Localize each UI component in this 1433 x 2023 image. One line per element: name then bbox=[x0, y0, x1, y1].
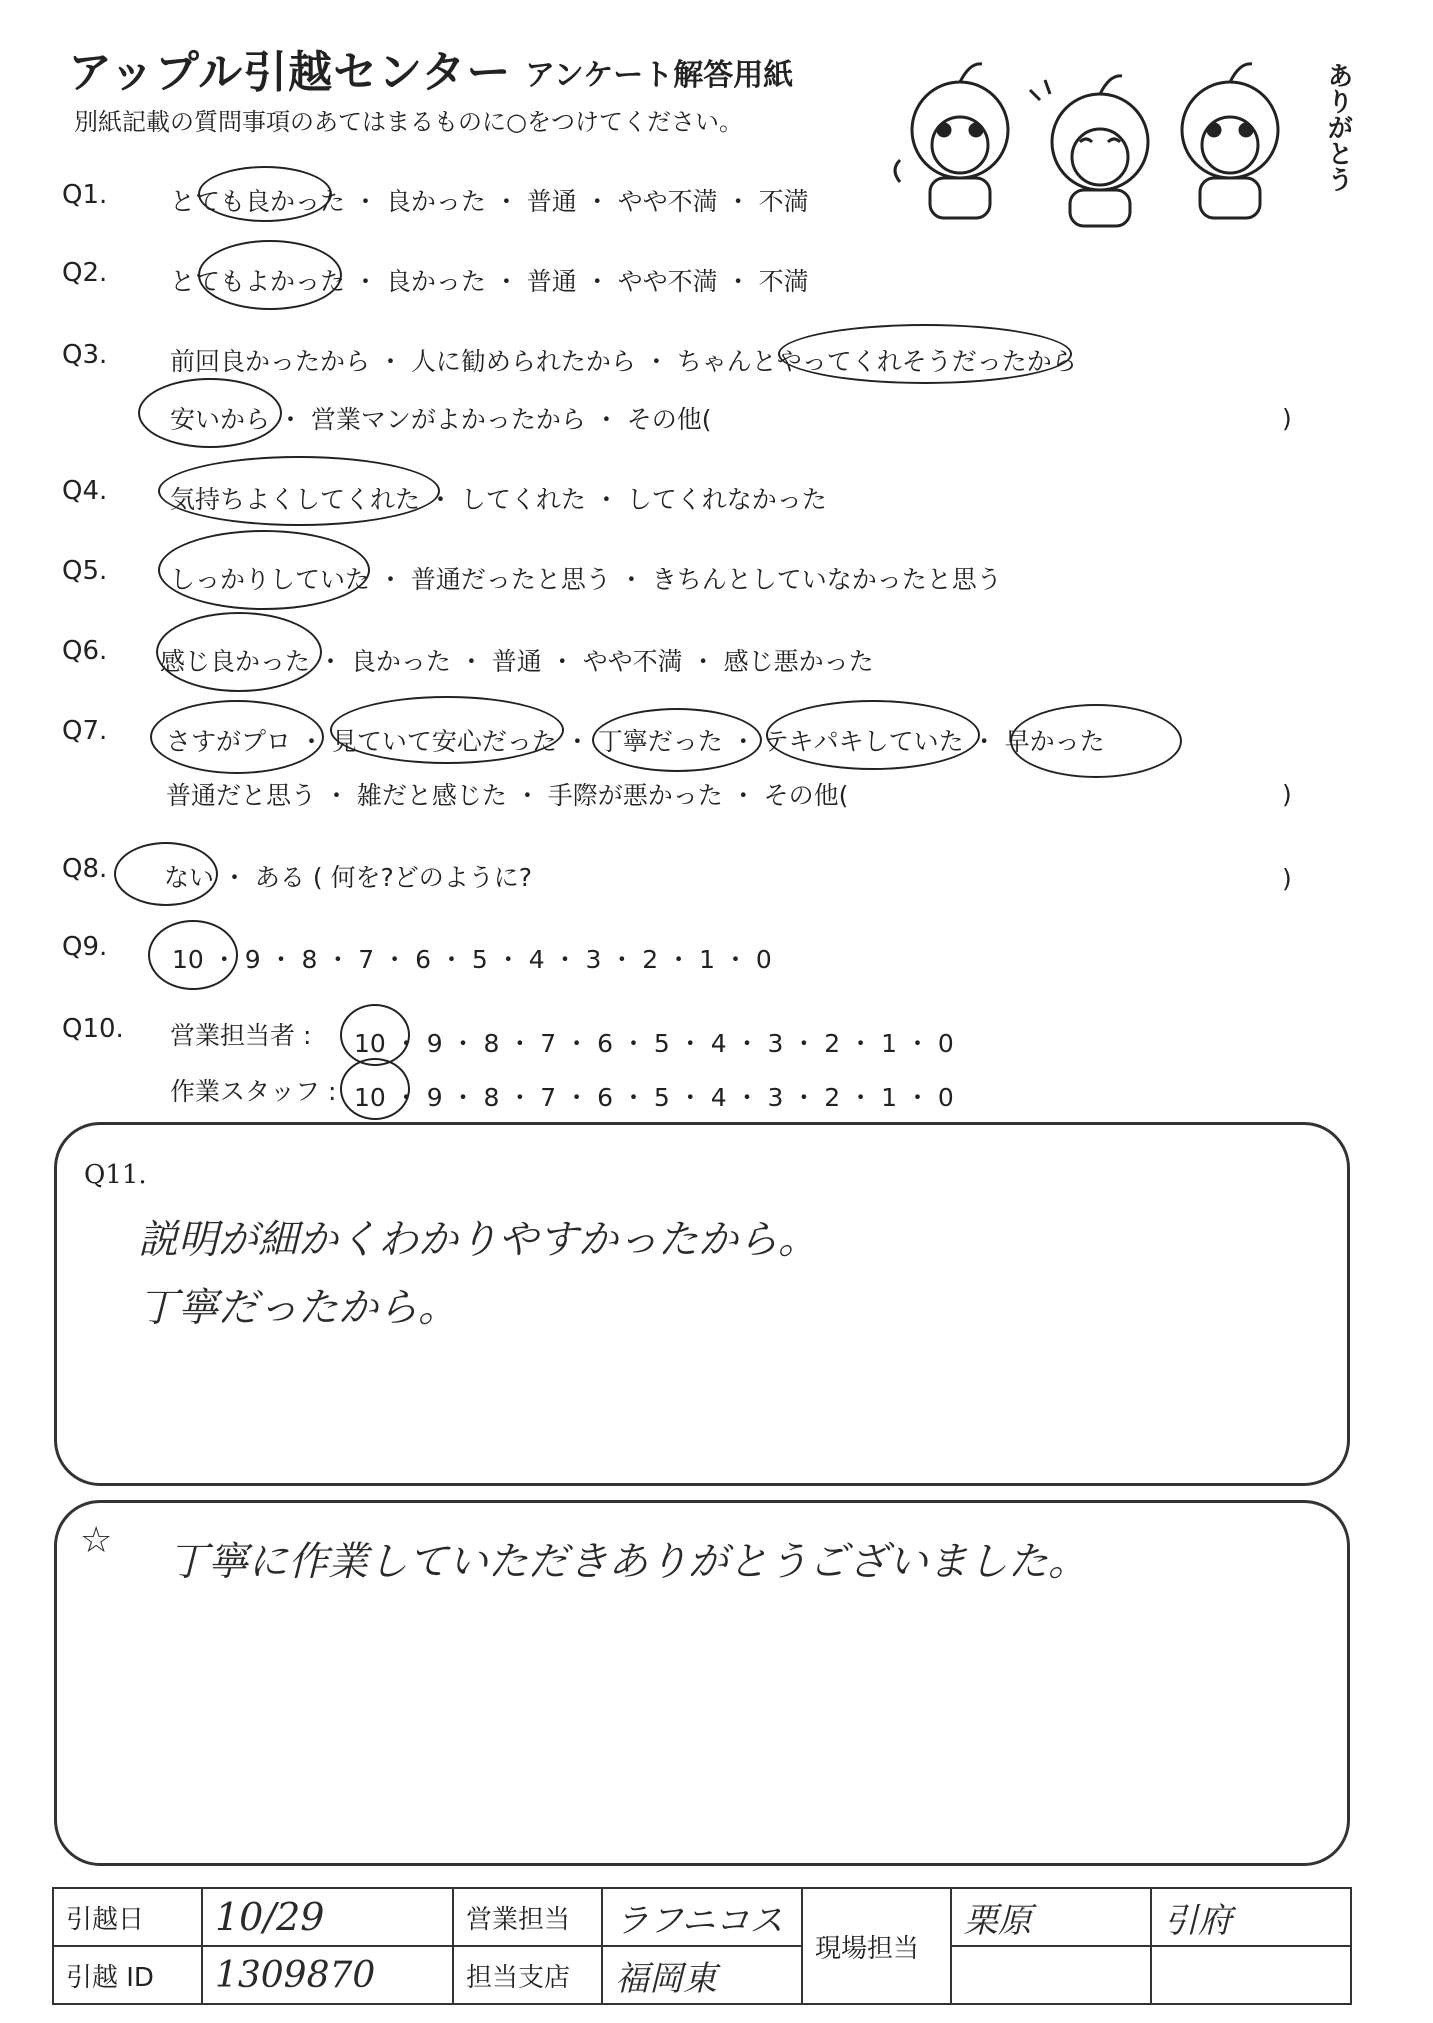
q3-answer-circle-1 bbox=[778, 324, 1072, 384]
q11-answer-line2: 丁寧だったから。 bbox=[138, 1285, 458, 1331]
q3-answer-circle-2 bbox=[138, 378, 282, 448]
q8-label: Q8. bbox=[62, 854, 108, 884]
q7-answer-circle-1 bbox=[150, 700, 324, 774]
q1-answer-circle bbox=[198, 166, 332, 222]
site-staff-2: 引府 bbox=[1151, 1888, 1351, 1946]
q9-label: Q9. bbox=[62, 932, 108, 962]
q7-answer-circle-2 bbox=[330, 696, 564, 764]
q10-sales-answer-circle bbox=[340, 1004, 410, 1066]
q10-label: Q10. bbox=[62, 1014, 124, 1044]
q2-label: Q2. bbox=[62, 258, 108, 288]
q5-label: Q5. bbox=[62, 556, 108, 586]
q9-answer-circle bbox=[148, 920, 238, 990]
q7-answer-circle-4 bbox=[766, 700, 980, 770]
q3-label: Q3. bbox=[62, 340, 108, 370]
q11-answer-line1: 説明が細かくわかりやすかったから。 bbox=[138, 1217, 818, 1263]
thanks-text: ありがとう bbox=[1323, 62, 1353, 192]
q8-answer-circle bbox=[114, 842, 218, 906]
form-subtitle: アンケート解答用紙 bbox=[525, 58, 794, 93]
q6-label: Q6. bbox=[62, 636, 108, 666]
q11-label: Q11. bbox=[84, 1160, 147, 1190]
move-id-value: 1309870 bbox=[202, 1946, 453, 2004]
q4-options: 気持ちよくしてくれた ・ してくれた ・ してくれなかった bbox=[170, 485, 827, 514]
site-staff-1: 栗原 bbox=[951, 1888, 1151, 1946]
move-date-value: 10/29 bbox=[202, 1888, 453, 1946]
q8-close-paren: ) bbox=[1282, 864, 1292, 893]
q3-options-line2: 安いから ・ 営業マンがよかったから ・ その他( bbox=[170, 405, 712, 434]
q2-options: とてもよかった ・ 良かった ・ 普通 ・ やや不満 ・ 不満 bbox=[170, 267, 809, 296]
star-icon: ☆ bbox=[80, 1520, 113, 1561]
q1-options: とても良かった ・ 良かった ・ 普通 ・ やや不満 ・ 不満 bbox=[170, 187, 809, 216]
move-id-label: 引越 ID bbox=[53, 1946, 202, 2004]
q7-answer-circle-5 bbox=[1010, 704, 1182, 778]
q7-options-line2: 普通だと思う ・ 雑だと感じた ・ 手際が悪かった ・ その他( bbox=[166, 781, 849, 810]
monkey-mascots-illustration bbox=[880, 50, 1310, 230]
q9-scale: 10 ・ 9 ・ 8 ・ 7 ・ 6 ・ 5 ・ 4 ・ 3 ・ 2 ・ 1 ・ 0 bbox=[172, 945, 772, 974]
move-date-label: 引越日 bbox=[53, 1888, 202, 1946]
q10-sales-label: 営業担当者 : bbox=[170, 1021, 312, 1050]
q7-close-paren: ) bbox=[1282, 780, 1292, 809]
q10-staff-label: 作業スタッフ : bbox=[170, 1077, 337, 1106]
comment-text: 丁寧に作業していただきありがとうございました。 bbox=[168, 1539, 1088, 1585]
branch-label: 担当支店 bbox=[453, 1946, 602, 2004]
q7-label: Q7. bbox=[62, 716, 108, 746]
branch-value: 福岡東 bbox=[602, 1946, 802, 2004]
company-title: アップル引越センター bbox=[68, 47, 512, 98]
q10-sales-scale: 10 ・ 9 ・ 8 ・ 7 ・ 6 ・ 5 ・ 4 ・ 3 ・ 2 ・ 1 ・ 0 bbox=[354, 1029, 954, 1058]
q4-label: Q4. bbox=[62, 476, 108, 506]
footer-info-table bbox=[52, 1887, 1352, 2005]
q5-answer-circle bbox=[158, 530, 370, 610]
q3-options-line1: 前回良かったから ・ 人に勧められたから ・ ちゃんとやってくれそうだったから bbox=[170, 347, 1077, 376]
sales-rep-value: ラフニコス bbox=[602, 1888, 802, 1946]
site-staff-empty-2 bbox=[1151, 1946, 1351, 2004]
q6-answer-circle bbox=[156, 612, 322, 692]
q7-options-line1: さすがプロ ・ 見ていて安心だった ・ 丁寧だった ・ テキパキしていた ・ 早かった bbox=[166, 727, 1105, 756]
site-staff-label: 現場担当 bbox=[802, 1888, 951, 2004]
instructions-text: 別紙記載の質問事項のあてはまるものに○をつけてください。 bbox=[74, 108, 743, 136]
sales-rep-label: 営業担当 bbox=[453, 1888, 602, 1946]
q5-options: しっかりしていた ・ 普通だったと思う ・ きちんとしていなかったと思う bbox=[170, 565, 1002, 594]
q8-options: ない ・ ある ( 何を?どのように? bbox=[164, 863, 533, 892]
q1-label: Q1. bbox=[62, 180, 108, 210]
q6-options: 感じ良かった ・ 良かった ・ 普通 ・ やや不満 ・ 感じ悪かった bbox=[160, 647, 874, 676]
q3-close-paren: ) bbox=[1282, 404, 1292, 433]
q2-answer-circle bbox=[198, 240, 342, 310]
q7-answer-circle-3 bbox=[592, 708, 762, 772]
q4-answer-circle bbox=[158, 456, 440, 526]
q10-staff-answer-circle bbox=[340, 1058, 410, 1120]
q10-staff-scale: 10 ・ 9 ・ 8 ・ 7 ・ 6 ・ 5 ・ 4 ・ 3 ・ 2 ・ 1 ・ 0 bbox=[354, 1083, 954, 1112]
site-staff-empty-1 bbox=[951, 1946, 1151, 2004]
